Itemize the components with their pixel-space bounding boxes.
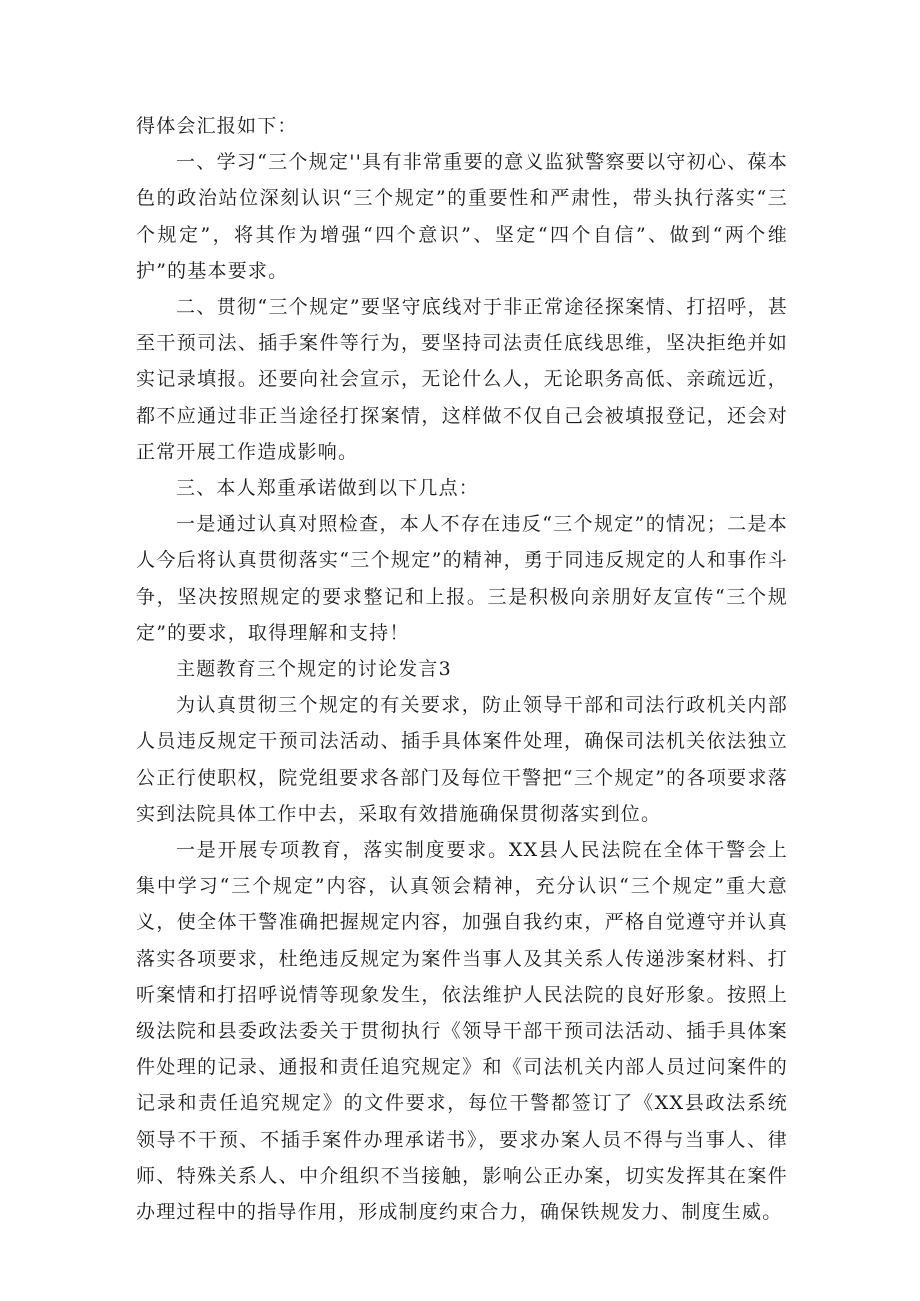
paragraph-intro-tail: 得体会汇报如下： bbox=[136, 115, 298, 137]
paragraph-special-education: 一是开展专项教育，落实制度要求。XX县人民法院在全体干警会上集中学习“三个规定”内容，认真领会精神，充分认识“三个规定”重大意义，使全体干警准确把握规定内容，加强自我约束，严格自觉遵守并认真落实各项要求，杜绝违反规定为案件当事人及其关系人传递涉案材料、打听案情和打招呼说情等现象发生，依法维护人民法院的良好形象。按照上级法院和县委政法委关于贯彻执行《领导干部干预司法活动、插手具体案件处理的记录、通报和责任追究规定》和《司法机关内部人员过问案件的记录和责任追究规定》的文件要求，每位干警都签订了《XX县政法系统领导不干预、不插手案件办理承诺书》，要求办案人员不得与当事人、律师、特殊关系人、中介组织不当接触，影响公正办案，切实发挥其在案件办理过程中的指导作用，形成制度约束合力，确保铁规发力、制度生威。 bbox=[136, 839, 788, 1224]
paragraph-section-intro: 为认真贯彻三个规定的有关要求，防止领导干部和司法行政机关内部人员违反规定干预司法活动、插手具体案件处理，确保司法机关依法独立公正行使职权，院党组要求各部门及每位干警把“三个规定”的各项要求落实到法院具体工作中去，采取有效措施确保贯彻落实到位。 bbox=[136, 694, 788, 825]
document-body bbox=[136, 108, 788, 1230]
paragraph-commitments: 一是通过认真对照检查，本人不存在违反“三个规定”的情况；二是本人今后将认真贯彻落实“三个规定”的精神，勇于同违反规定的人和事作斗争，坚决按照规定的要求整记和上报。三是积极向亲朋好友宣传“三个规定”的要求，取得理解和支持！ bbox=[136, 513, 788, 644]
paragraph-point-one: 一、学习“三个规定''具有非常重要的意义监狱警察要以守初心、葆本色的政治站位深刻认识“三个规定”的重要性和严肃性，带头执行落实“三个规定”，将其作为增强“四个意识”、坚定“四个自信”、做到“两个维护”的基本要求。 bbox=[136, 151, 788, 282]
section-heading: 主题教育三个规定的讨论发言3 bbox=[176, 658, 452, 681]
paragraph-point-two: 二、贯彻“三个规定”要坚守底线对于非正常途径探案情、打招呼，甚至干预司法、插手案件等行为，要坚持司法责任底线思维，坚决拒绝并如实记录填报。还要向社会宣示，无论什么人，无论职务高低、亲疏远近，都不应通过非正当途径打探案情，这样做不仅自己会被填报登记，还会对正常开展工作造成影响。 bbox=[136, 296, 788, 463]
paragraph-point-three: 三、本人郑重承诺做到以下几点： bbox=[176, 477, 480, 500]
